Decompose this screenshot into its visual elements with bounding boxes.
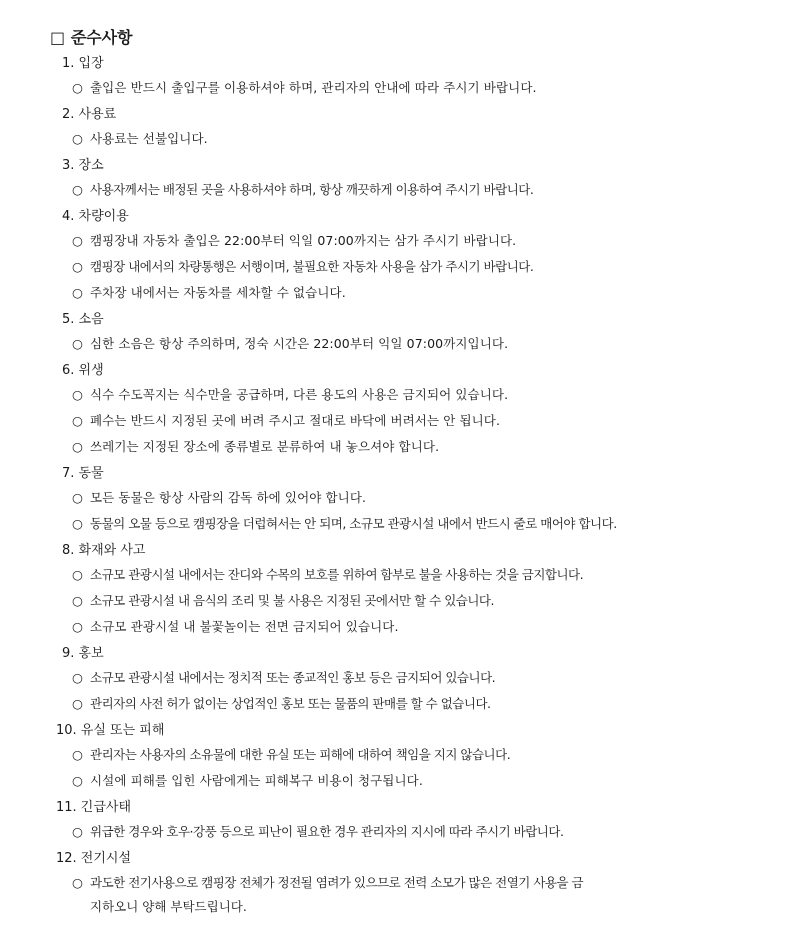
bullet-circle-icon: ○ xyxy=(72,413,83,428)
list-item: ○ 심한 소음은 항상 주의하며, 정숙 시간은 22:00부터 익일 07:00까지입니다. xyxy=(72,336,509,351)
list-item: ○ 소규모 관광시설 내에서는 잔디와 수목의 보호를 위하여 함부로 불을 사용하는 것을 금지합니다. xyxy=(72,567,584,582)
section-heading: 10. 유실 또는 피해 xyxy=(56,723,165,738)
list-item: ○ 과도한 전기사용으로 캠핑장 전체가 정전될 염려가 있으므로 전력 소모가 많은 전열기 사용을 금 지하오니 양해 부탁드립니다. xyxy=(72,874,732,916)
list-item: ○ 캠핑장 내에서의 차량통행은 서행이며, 불필요한 자동차 사용을 삼가 주시기 바랍니다. xyxy=(72,259,534,274)
bullet-circle-icon: ○ xyxy=(72,747,83,762)
section-heading: 8. 화재와 사고 xyxy=(62,543,146,558)
list-item: ○ 폐수는 반드시 지정된 곳에 버려 주시고 절대로 바닥에 버려서는 안 됩니다. xyxy=(72,413,501,428)
bullet-circle-icon: ○ xyxy=(72,567,83,582)
section-heading: 3. 장소 xyxy=(62,158,104,173)
bullet-circle-icon: ○ xyxy=(72,387,83,402)
list-item: ○ 캠핑장내 자동차 출입은 22:00부터 익일 07:00까지는 삼가 주시기 바랍니다. xyxy=(72,233,517,248)
bullet-circle-icon: ○ xyxy=(72,131,83,146)
bullet-circle-icon: ○ xyxy=(72,336,83,351)
list-item-continuation: 지하오니 양해 부탁드립니다. xyxy=(90,899,247,914)
section-heading: 9. 홍보 xyxy=(62,646,104,661)
bullet-circle-icon: ○ xyxy=(72,182,83,197)
page-title: □ 준수사항 xyxy=(50,28,133,47)
list-item: ○ 관리자는 사용자의 소유물에 대한 유실 또는 피해에 대하여 책임을 지지 않습니다. xyxy=(72,747,511,762)
list-item: ○ 위급한 경우와 호우·강풍 등으로 피난이 필요한 경우 관리자의 지시에 따라 주시기 바랍니다. xyxy=(72,824,564,839)
section-heading: 5. 소음 xyxy=(62,312,104,327)
bullet-circle-icon: ○ xyxy=(72,593,83,608)
bullet-circle-icon: ○ xyxy=(72,259,83,274)
bullet-circle-icon: ○ xyxy=(72,233,83,248)
list-item: ○ 출입은 반드시 출입구를 이용하셔야 하며, 관리자의 안내에 따라 주시기 바랍니다. xyxy=(72,80,537,95)
list-item: ○ 사용료는 선불입니다. xyxy=(72,131,208,146)
section-heading: 4. 차량이용 xyxy=(62,209,129,224)
bullet-circle-icon: ○ xyxy=(72,439,83,454)
section-heading: 12. 전기시설 xyxy=(56,851,132,866)
bullet-circle-icon: ○ xyxy=(72,80,83,95)
list-item: ○ 모든 동물은 항상 사람의 감독 하에 있어야 합니다. xyxy=(72,490,367,505)
section-heading: 6. 위생 xyxy=(62,363,104,378)
list-item: ○ 주차장 내에서는 자동차를 세차할 수 없습니다. xyxy=(72,285,346,300)
list-item: ○ 식수 수도꼭지는 식수만을 공급하며, 다른 용도의 사용은 금지되어 있습니다. xyxy=(72,387,509,402)
section-heading: 2. 사용료 xyxy=(62,107,117,122)
section-heading: 1. 입장 xyxy=(62,56,104,71)
section-heading: 11. 긴급사태 xyxy=(56,800,132,815)
list-item: ○ 동물의 오물 등으로 캠핑장을 더럽혀서는 안 되며, 소규모 관광시설 내에서 반드시 줄로 매어야 합니다. xyxy=(72,516,617,531)
list-item: ○ 소규모 관광시설 내 불꽃놀이는 전면 금지되어 있습니다. xyxy=(72,619,399,634)
bullet-circle-icon: ○ xyxy=(72,490,83,505)
bullet-circle-icon: ○ xyxy=(72,875,83,890)
bullet-circle-icon: ○ xyxy=(72,824,83,839)
bullet-circle-icon: ○ xyxy=(72,619,83,634)
bullet-circle-icon: ○ xyxy=(72,696,83,711)
bullet-circle-icon: ○ xyxy=(72,516,83,531)
bullet-circle-icon: ○ xyxy=(72,773,83,788)
list-item: ○ 사용자께서는 배정된 곳을 사용하셔야 하며, 항상 깨끗하게 이용하여 주시기 바랍니다. xyxy=(72,182,534,197)
bullet-circle-icon: ○ xyxy=(72,285,83,300)
list-item: ○ 관리자의 사전 허가 없이는 상업적인 홍보 또는 물품의 판매를 할 수 없습니다. xyxy=(72,696,491,711)
list-item: ○ 쓰레기는 지정된 장소에 종류별로 분류하여 내 놓으셔야 합니다. xyxy=(72,439,440,454)
list-item: ○ 소규모 관광시설 내에서는 정치적 또는 종교적인 홍보 등은 금지되어 있습니다. xyxy=(72,670,496,685)
list-item: ○ 소규모 관광시설 내 음식의 조리 및 불 사용은 지정된 곳에서만 할 수 있습니다. xyxy=(72,593,494,608)
list-item: ○ 시설에 피해를 입힌 사람에게는 피해복구 비용이 청구됩니다. xyxy=(72,773,423,788)
bullet-circle-icon: ○ xyxy=(72,670,83,685)
section-heading: 7. 동물 xyxy=(62,466,104,481)
